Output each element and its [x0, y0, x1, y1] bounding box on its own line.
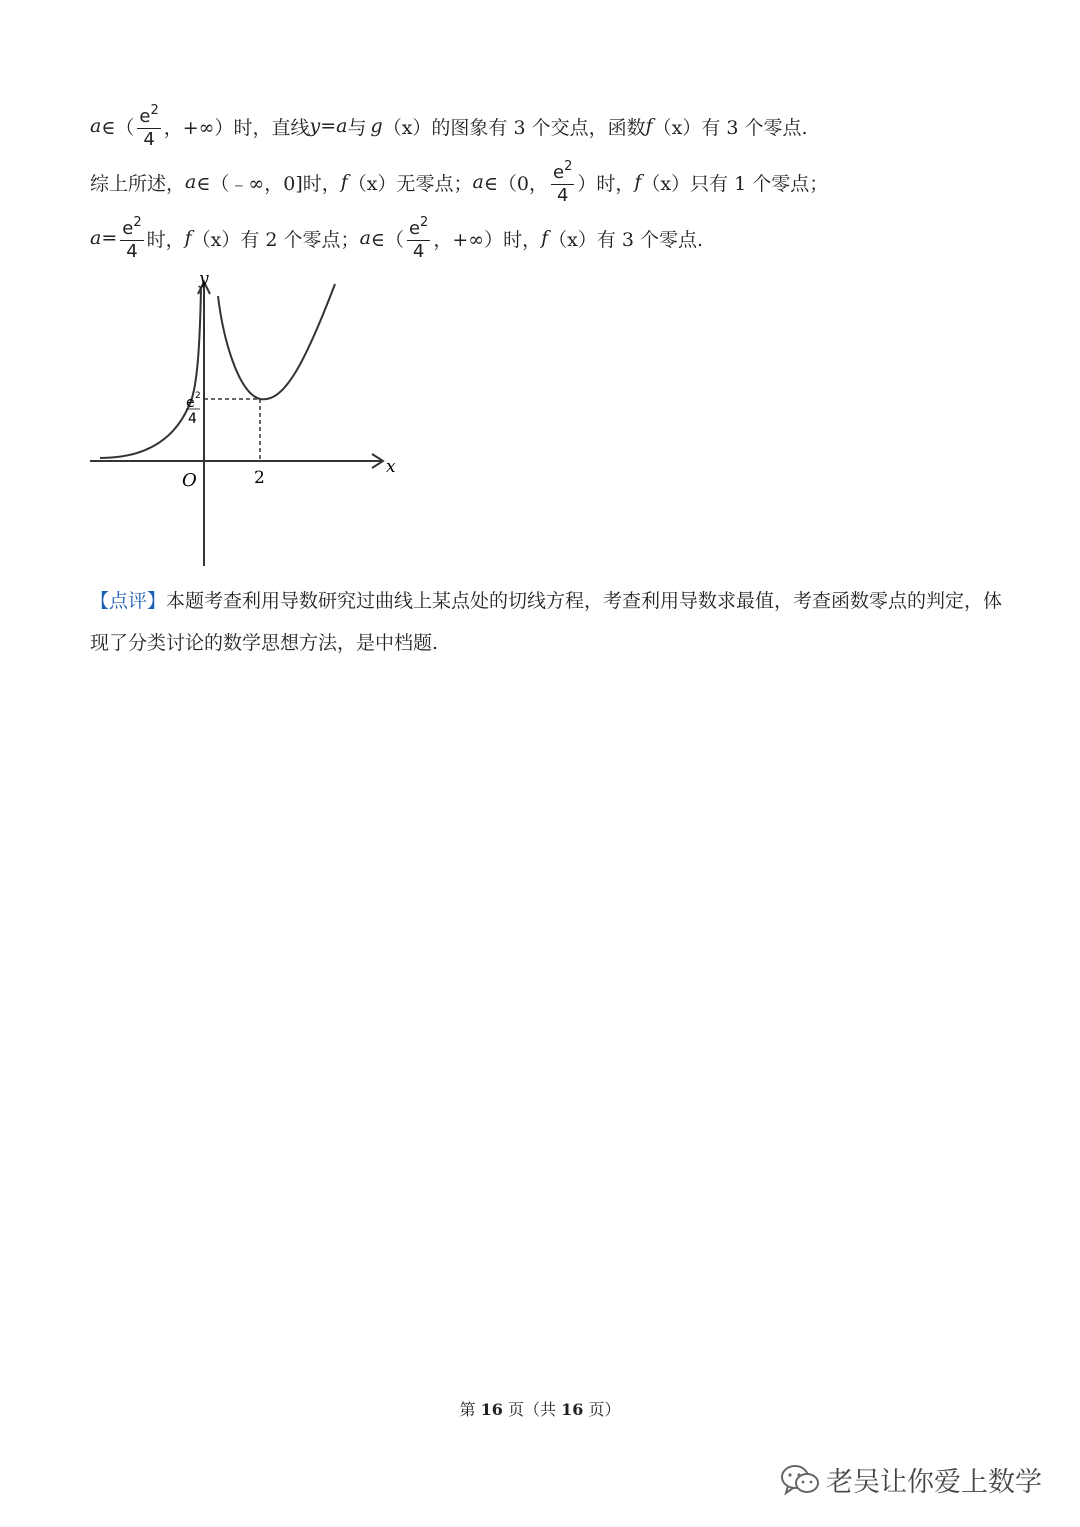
comment-text: 本题考查利用导数研究过曲线上某点处的切线方程，考查利用导数求最值，考查函数零点的判定，体现了分类讨论的数学思想方法，是中档题.: [90, 590, 1003, 654]
fraction-e2-over-4: [407, 216, 430, 261]
curve-right-branch: [218, 284, 335, 399]
text-line-2: [90, 154, 828, 210]
frac-sup: 2: [133, 214, 142, 230]
var-f: f: [541, 227, 549, 249]
text-line-1: [90, 98, 808, 154]
text: （x）只有 1 个零点；: [641, 172, 829, 195]
fraction-e2-over-4: [120, 216, 143, 261]
y-tick-sup: 2: [195, 391, 201, 401]
function-graph: [88, 268, 408, 573]
var-y: y: [309, 115, 321, 137]
footer-total-pages: 16: [561, 1400, 584, 1419]
x-axis-label: x: [386, 457, 396, 477]
fraction-e2-over-4: [551, 160, 574, 205]
var-a: a: [90, 227, 102, 249]
y-axis-label: y: [199, 269, 209, 289]
y-tick-num: e: [186, 395, 195, 411]
text-line-3: [90, 210, 703, 266]
var-f: f: [340, 171, 348, 193]
text: 与: [347, 116, 367, 139]
var-a: a: [185, 171, 197, 193]
footer-text: 页）: [583, 1400, 621, 1419]
footer-text: 页（共: [502, 1400, 562, 1419]
x-tick-2: 2: [254, 468, 265, 488]
curve-left-branch: [100, 288, 201, 458]
frac-sup: 2: [564, 158, 573, 174]
text: （x）的图象有 3 个交点，函数: [382, 116, 646, 139]
text: ，+∞）时，: [433, 228, 542, 251]
text: ∈（﹣∞，0]时，: [196, 172, 341, 195]
frac-num: e: [122, 217, 134, 239]
frac-num: e: [553, 161, 565, 183]
text: 时，: [146, 228, 185, 251]
text: 综上所述，: [90, 172, 186, 195]
text: ∈（0，: [483, 172, 548, 195]
text: ，+∞）时，直线: [163, 116, 310, 139]
text: =: [320, 115, 337, 137]
text: （x）有 3 个零点.: [548, 228, 704, 251]
var-f: f: [634, 171, 642, 193]
watermark-text: 老吴让你爱上数学: [826, 1467, 1042, 1498]
wechat-icon: [780, 1463, 820, 1497]
footer-page-number: 16: [480, 1400, 503, 1419]
frac-den: 4: [143, 128, 155, 150]
watermark: [780, 1460, 1042, 1499]
comment-tag: 【点评】: [90, 590, 167, 612]
frac-num: e: [139, 105, 151, 127]
frac-num: e: [408, 217, 421, 239]
var-f: f: [645, 115, 653, 137]
frac-den: 4: [412, 240, 425, 262]
var-a: a: [90, 115, 102, 137]
var-f: f: [184, 227, 192, 249]
frac-sup: 2: [150, 102, 159, 118]
frac-den: 4: [126, 240, 138, 262]
text: （x）无零点；: [347, 172, 473, 195]
y-tick-den: 4: [188, 411, 197, 427]
text: ∈（: [101, 116, 135, 139]
text: （x）有 2 个零点；: [191, 228, 360, 251]
footer-text: 第: [459, 1400, 481, 1419]
frac-den: 4: [556, 184, 569, 206]
text: ∈（: [370, 228, 404, 251]
origin-label: O: [182, 470, 197, 491]
frac-sup: 2: [420, 214, 429, 230]
text: ）时，: [577, 172, 635, 195]
var-g: g: [370, 115, 383, 137]
var-a: a: [359, 227, 371, 249]
var-a: a: [336, 115, 348, 137]
page-footer: [0, 1397, 1080, 1420]
comment-paragraph: [90, 580, 1020, 664]
text: （x）有 3 个零点.: [652, 116, 808, 139]
text: =: [101, 227, 118, 249]
var-a: a: [472, 171, 484, 193]
fraction-e2-over-4: [137, 104, 160, 149]
